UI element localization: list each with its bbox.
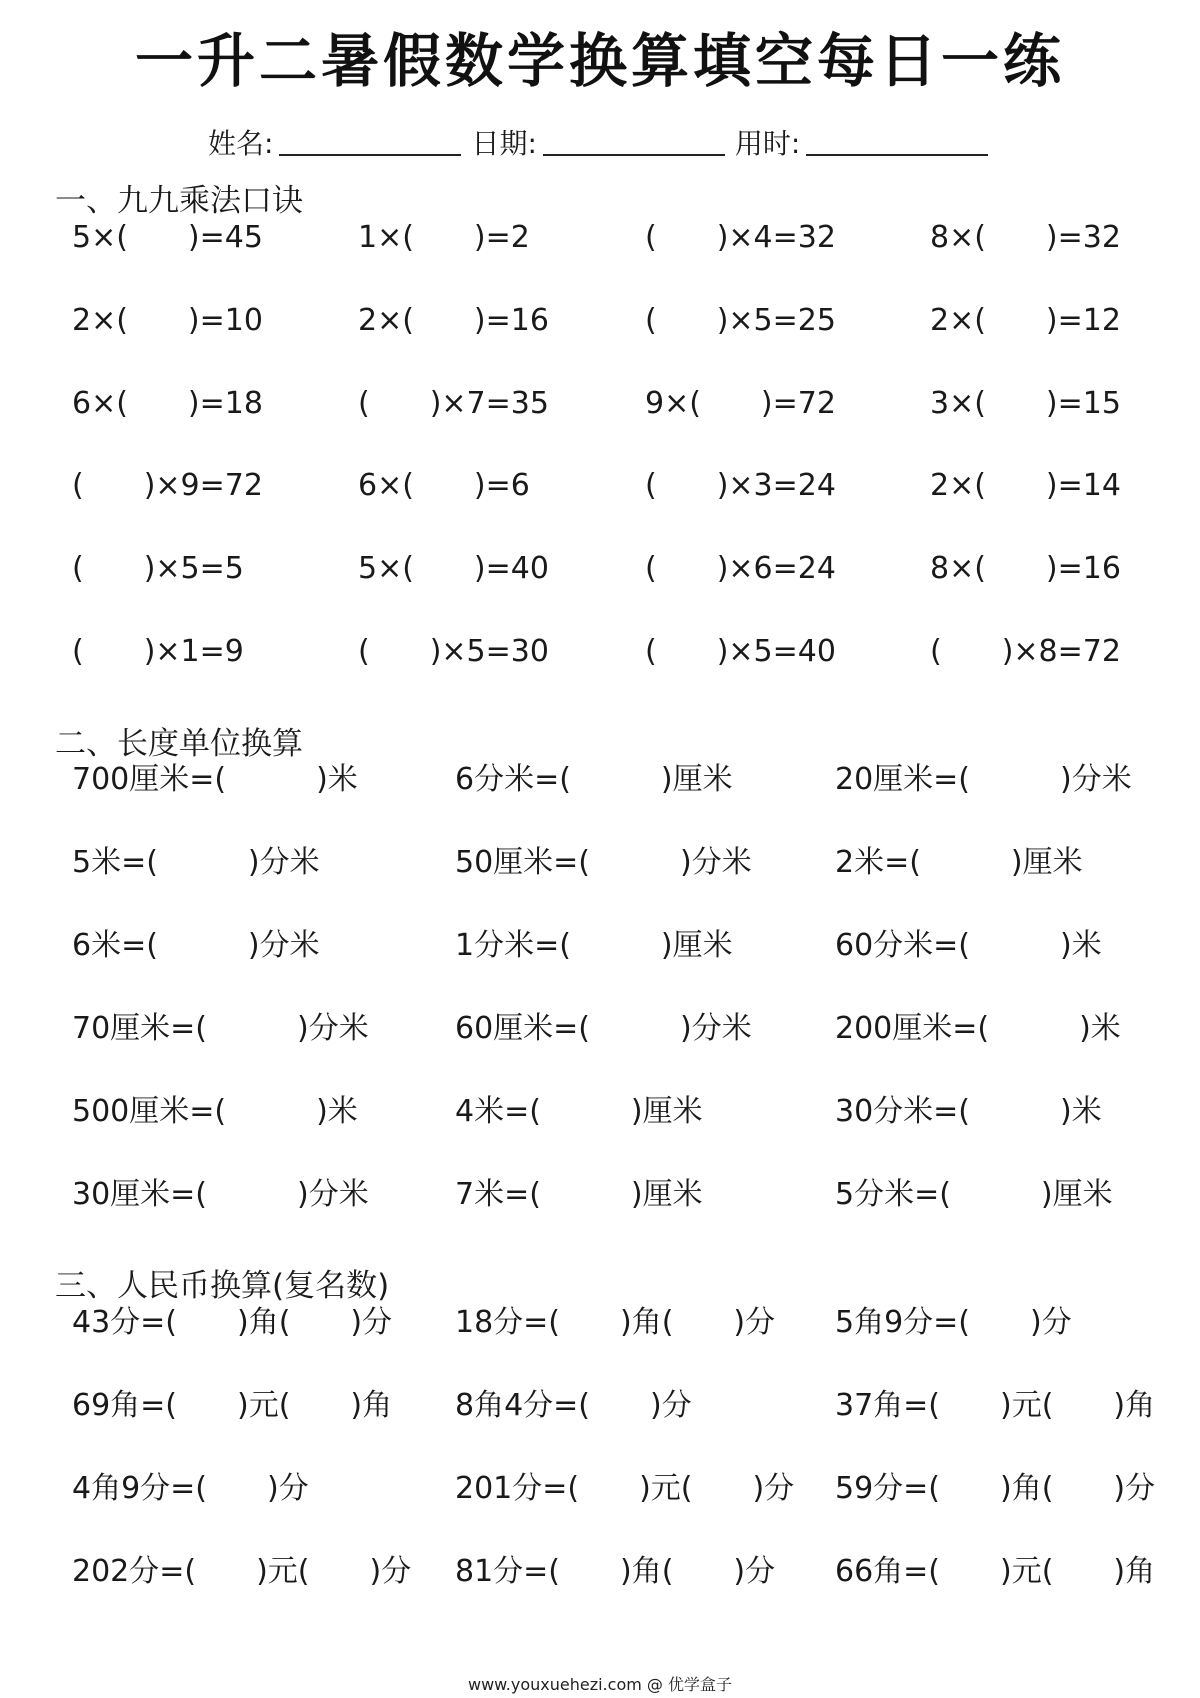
question-item[interactable]: 70厘米=( )分米: [72, 1011, 369, 1046]
question-item[interactable]: 2×( )=14: [930, 468, 1121, 503]
section-heading-money: 三、人民币换算(复名数): [55, 1268, 390, 1304]
question-item[interactable]: 5角9分=( )分: [835, 1305, 1072, 1340]
question-item[interactable]: 81分=( )角( )分: [455, 1554, 776, 1589]
question-item[interactable]: 7米=( )厘米: [455, 1177, 703, 1212]
question-item[interactable]: 4角9分=( )分: [72, 1471, 309, 1506]
time-blank[interactable]: [806, 128, 988, 156]
question-item[interactable]: 202分=( )元( )分: [72, 1554, 412, 1589]
name-label: 姓名:: [208, 127, 274, 160]
question-item[interactable]: 30厘米=( )分米: [72, 1177, 369, 1212]
question-item[interactable]: ( )×9=72: [72, 468, 263, 503]
question-item[interactable]: 1×( )=2: [358, 220, 530, 255]
question-item[interactable]: 8×( )=16: [930, 551, 1121, 586]
question-item[interactable]: ( )×1=9: [72, 634, 244, 669]
name-blank[interactable]: [279, 128, 461, 156]
question-item[interactable]: ( )×8=72: [930, 634, 1121, 669]
question-item[interactable]: 18分=( )角( )分: [455, 1305, 776, 1340]
question-item[interactable]: 500厘米=( )米: [72, 1094, 358, 1129]
question-item[interactable]: 66角=( )元( )角: [835, 1554, 1156, 1589]
section-heading-length: 二、长度单位换算: [55, 726, 303, 762]
page-title: 一升二暑假数学换算填空每日一练: [134, 27, 1065, 95]
question-item[interactable]: ( )×6=24: [645, 551, 836, 586]
student-info-row: [208, 122, 998, 162]
question-item[interactable]: 43分=( )角( )分: [72, 1305, 393, 1340]
question-item[interactable]: ( )×5=5: [72, 551, 244, 586]
question-item[interactable]: 2米=( )厘米: [835, 845, 1083, 880]
question-item[interactable]: 5米=( )分米: [72, 845, 320, 880]
time-label: 用时:: [734, 127, 801, 160]
question-item[interactable]: 5×( )=45: [72, 220, 263, 255]
question-item[interactable]: ( )×5=25: [645, 303, 836, 338]
section-heading-multiplication: 一、九九乘法口诀: [55, 183, 303, 219]
question-item[interactable]: 5×( )=40: [358, 551, 549, 586]
question-item[interactable]: 6×( )=18: [72, 386, 263, 421]
question-item[interactable]: 6米=( )分米: [72, 928, 320, 963]
question-item[interactable]: 5分米=( )厘米: [835, 1177, 1113, 1212]
footer-watermark: www.youxuehezi.com @ 优学盒子: [468, 1675, 732, 1694]
question-item[interactable]: 8×( )=32: [930, 220, 1121, 255]
question-item[interactable]: 30分米=( )米: [835, 1094, 1102, 1129]
question-item[interactable]: 8角4分=( )分: [455, 1388, 692, 1423]
question-item[interactable]: 4米=( )厘米: [455, 1094, 703, 1129]
question-item[interactable]: ( )×4=32: [645, 220, 836, 255]
question-item[interactable]: 2×( )=10: [72, 303, 263, 338]
question-item[interactable]: 60厘米=( )分米: [455, 1011, 752, 1046]
question-item[interactable]: 2×( )=12: [930, 303, 1121, 338]
question-item[interactable]: 2×( )=16: [358, 303, 549, 338]
question-item[interactable]: 37角=( )元( )角: [835, 1388, 1156, 1423]
question-item[interactable]: 6分米=( )厘米: [455, 762, 733, 797]
question-item[interactable]: ( )×5=30: [358, 634, 549, 669]
question-item[interactable]: 69角=( )元( )角: [72, 1388, 393, 1423]
question-item[interactable]: 700厘米=( )米: [72, 762, 358, 797]
question-item[interactable]: 3×( )=15: [930, 386, 1121, 421]
question-item[interactable]: ( )×3=24: [645, 468, 836, 503]
date-blank[interactable]: [543, 128, 725, 156]
question-item[interactable]: 1分米=( )厘米: [455, 928, 733, 963]
question-item[interactable]: 20厘米=( )分米: [835, 762, 1132, 797]
question-item[interactable]: 6×( )=6: [358, 468, 530, 503]
question-item[interactable]: 201分=( )元( )分: [455, 1471, 795, 1506]
question-item[interactable]: 60分米=( )米: [835, 928, 1102, 963]
question-item[interactable]: ( )×5=40: [645, 634, 836, 669]
question-item[interactable]: ( )×7=35: [358, 386, 549, 421]
date-label: 日期:: [471, 127, 537, 160]
question-item[interactable]: 9×( )=72: [645, 386, 836, 421]
question-item[interactable]: 200厘米=( )米: [835, 1011, 1121, 1046]
question-item[interactable]: 59分=( )角( )分: [835, 1471, 1156, 1506]
question-item[interactable]: 50厘米=( )分米: [455, 845, 752, 880]
